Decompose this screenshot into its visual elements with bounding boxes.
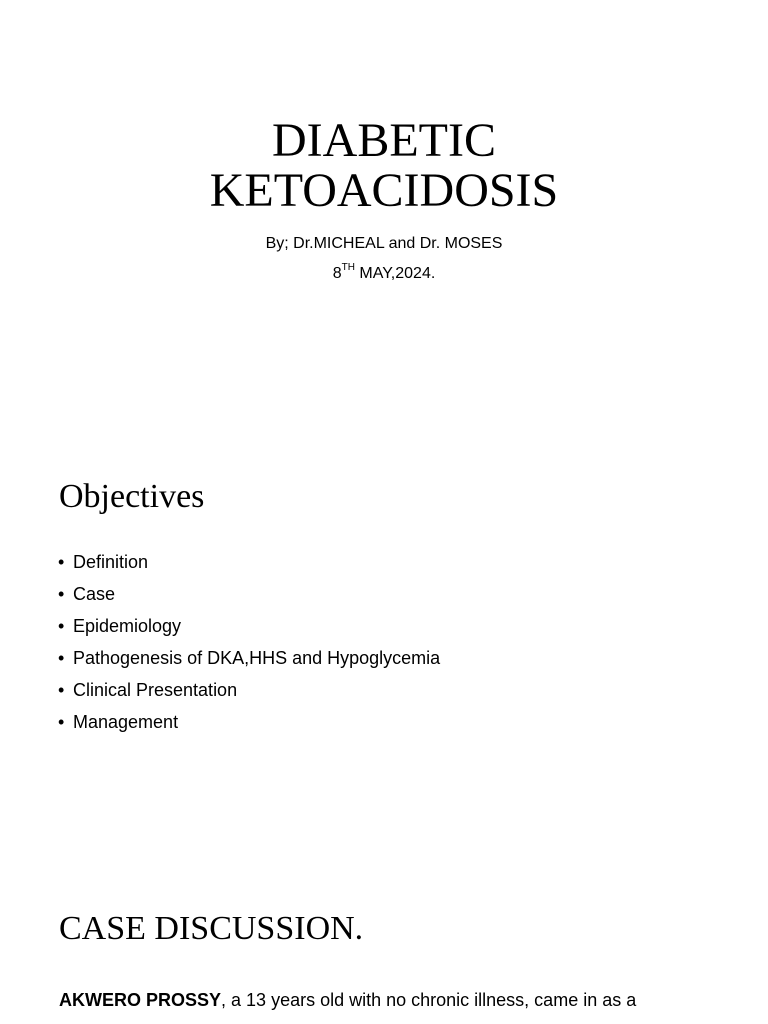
- authors-line: By; Dr.MICHEAL and Dr. MOSES: [265, 235, 503, 252]
- case-paragraph: [59, 985, 709, 1015]
- case-text: , a 13 years old with no chronic illness, came in as a: [221, 990, 637, 1010]
- slide-subtitle: [0, 229, 768, 289]
- title-line-2: KETOACIDOSIS: [209, 164, 559, 217]
- bullet-icon: •: [58, 648, 65, 668]
- bullet-icon: •: [58, 680, 65, 700]
- list-item: [58, 610, 440, 642]
- slide-title: [0, 116, 768, 216]
- date-suffix: TH: [341, 261, 355, 273]
- list-item: [58, 546, 440, 578]
- list-item: [58, 706, 440, 738]
- bullet-icon: •: [58, 712, 65, 732]
- list-item-text: Clinical Presentation: [73, 680, 238, 700]
- list-item-text: Case: [73, 584, 116, 604]
- list-item: [58, 578, 440, 610]
- list-item: [58, 642, 440, 674]
- date-day: 8: [332, 265, 342, 282]
- list-item-text: Epidemiology: [73, 616, 182, 636]
- list-item: [58, 674, 440, 706]
- objectives-heading: Objectives: [59, 478, 205, 515]
- list-item-text: Definition: [73, 552, 149, 572]
- case-heading: CASE DISCUSSION.: [59, 910, 364, 947]
- date-rest: MAY,2024.: [354, 265, 436, 282]
- case-discussion-slide: [0, 864, 768, 1024]
- list-item-text: Pathogenesis of DKA,HHS and Hypoglycemia: [73, 648, 441, 668]
- bullet-icon: •: [58, 616, 65, 636]
- bullet-icon: •: [58, 552, 65, 572]
- bullet-icon: •: [58, 584, 65, 604]
- list-item-text: Management: [73, 712, 179, 732]
- patient-name: AKWERO PROSSY: [59, 990, 222, 1010]
- title-line-1: DIABETIC: [272, 114, 496, 167]
- objectives-list: [58, 546, 440, 738]
- objectives-slide: [0, 432, 768, 864]
- title-slide: [0, 0, 768, 432]
- date-line: [0, 259, 768, 289]
